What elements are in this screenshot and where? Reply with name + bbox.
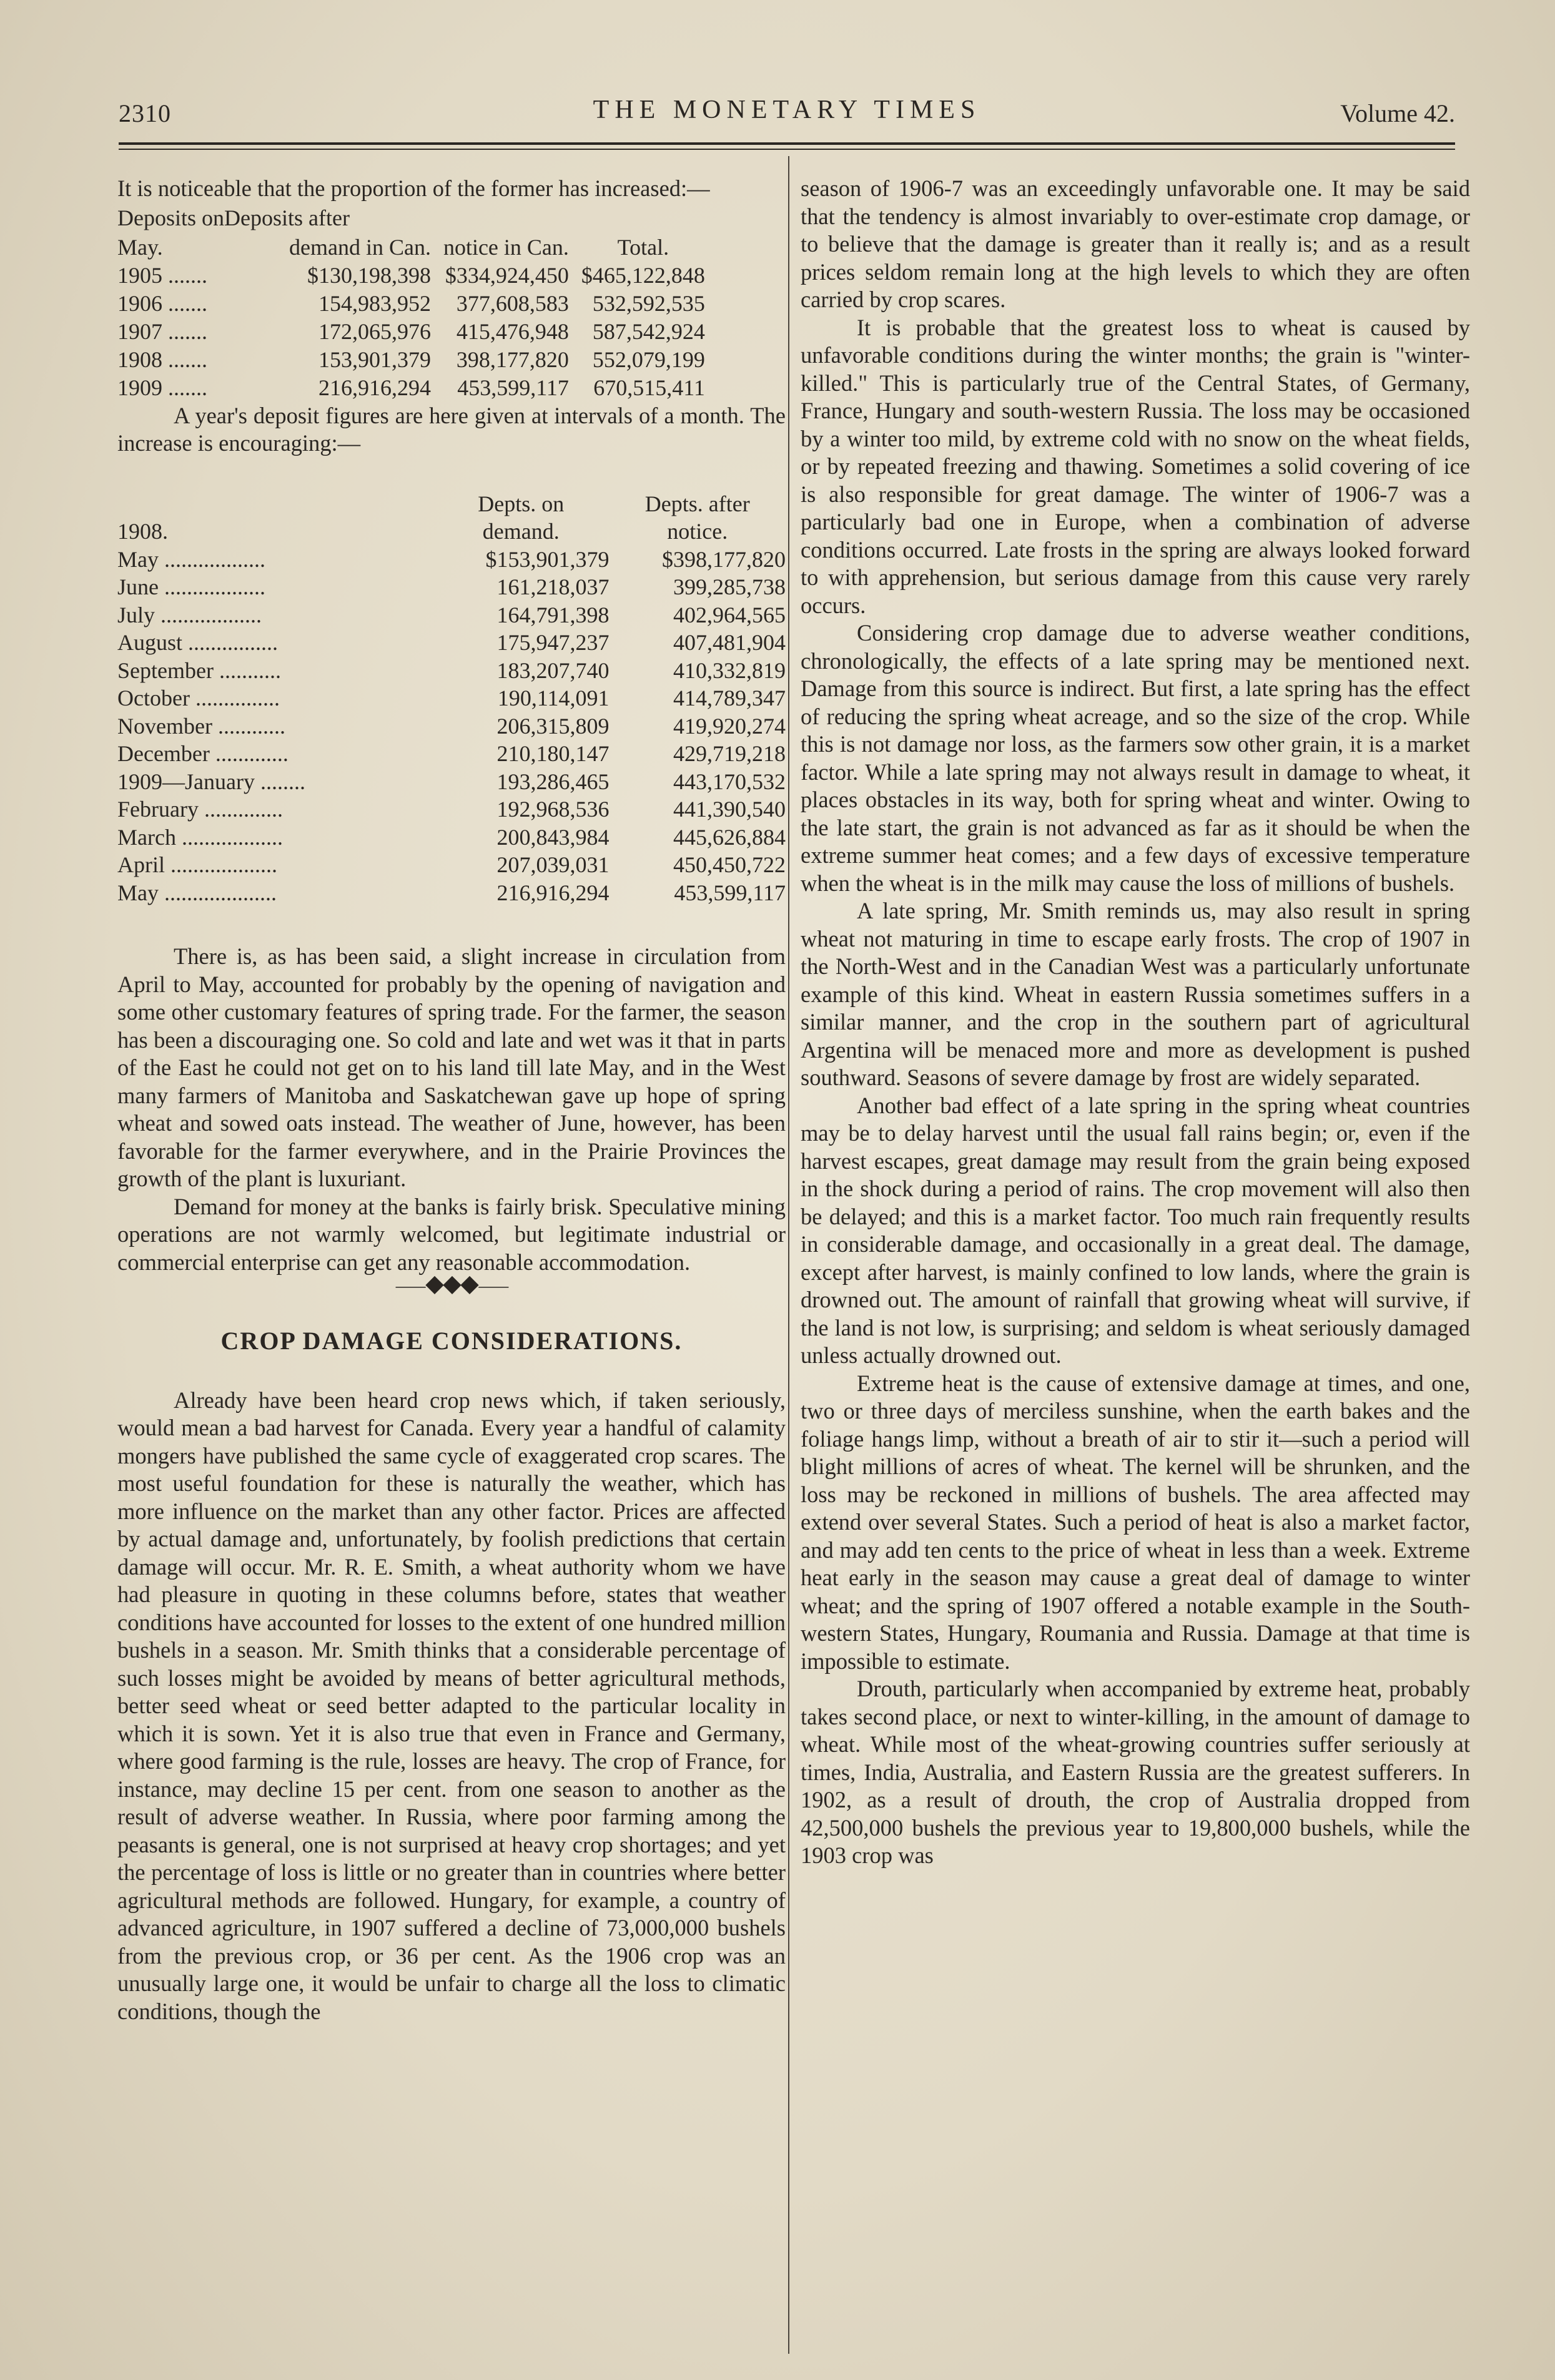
table-cell: 670,515,411 (593, 375, 705, 400)
table-cell: 153,901,379 (318, 347, 431, 372)
table-row (117, 684, 786, 712)
table-cell: 200,843,984 (496, 824, 610, 850)
table-row (117, 546, 786, 574)
paragraph: A year's deposit figures are here given at intervals of a month. The increase is encouraging:— (117, 402, 786, 456)
table-row (117, 740, 786, 768)
right-column (801, 175, 1470, 1870)
paragraph: Another bad effect of a late spring in the spring wheat countries may be to delay harvest until the usual fall rains begin; or, even if the harvest escapes, great damage may result from the grain being exposed in the shock during a period of rains. The crop movement will also then be delayed; and this is a market factor. Too much rain frequently results in considerable damage, and occasionally in a great deal. The damage, except after harvest, is mainly confined to low lands, where the grain is drowned out. The amount of rainfall that growing wheat will survive, if the land is not low, is surprising; and seldom is wheat seriously damaged unless actually drowned out. (801, 1092, 1470, 1368)
table-cell: 216,916,294 (318, 375, 431, 400)
table-cell: 398,177,820 (456, 347, 569, 372)
table-cell: February .............. (117, 797, 283, 822)
table-cell: August ................ (117, 630, 279, 655)
journal-title: THE MONETARY TIMES (593, 96, 981, 124)
table-cell: $153,901,379 (485, 546, 610, 572)
table-cell: 443,170,532 (673, 769, 786, 794)
table-cell: 552,079,199 (592, 347, 705, 372)
table-row (117, 601, 786, 629)
table-row (117, 657, 786, 685)
table-row (117, 346, 705, 374)
column-divider (788, 156, 789, 2354)
table-cell: 1906 ....... (117, 290, 207, 316)
table-cell: 190,114,091 (497, 686, 610, 711)
table-row (117, 851, 786, 879)
paragraph: A late spring, Mr. Smith reminds us, may also result in spring wheat not maturing in time to escape early frosts. The crop of 1907 in the North-West and in the Canadian West was a particularly unfortunate example of this kind. Wheat in eastern Russia sometimes suffers in a similar manner, and the crop in the southern part of agricultural Argentina will be menaced more and more as development is pushed southward. Seasons of severe damage by frost are widely separated. (801, 898, 1470, 1090)
table-cell: 175,947,237 (496, 630, 610, 655)
paragraph: Considering crop damage due to adverse weather conditions, chronologically, the effects of a late spring may be mentioned next. Damage from this source is indirect. But first, a late spring has the effect of reducing the spring wheat acreage, and so the size of the crop. While this is not damage nor loss, as the farmers sow other grain, it is a market factor. While a late spring may not always result in damage to wheat, it places obstacles in its way, both for spring wheat and winter. Owing to the late start, the grain is not advanced as far as it should be when the extreme summer heat comes; and a few days of excessive temperature when the wheat is in the milk may cause the loss of millions of bushels. (801, 620, 1470, 896)
table-row (117, 879, 786, 907)
table-cell: 429,719,218 (673, 741, 786, 766)
left-column (117, 175, 786, 2025)
table-cell: December ............. (117, 741, 289, 766)
table-cell: $130,198,398 (307, 262, 431, 288)
table-cell: 183,207,740 (496, 657, 610, 683)
table-cell: 532,592,535 (592, 290, 705, 316)
table-row (117, 573, 786, 601)
header-rule-thin (119, 149, 1455, 150)
table-cell: 419,920,274 (673, 713, 786, 739)
table-cell: 453,599,117 (457, 375, 569, 400)
table-cell: 192,968,536 (496, 797, 610, 822)
table-cell: 1909 ....... (117, 375, 207, 400)
page-number: 2310 (119, 99, 171, 127)
table-cell: 164,791,398 (496, 602, 610, 627)
table-cell: 587,542,924 (592, 318, 705, 344)
table-row (117, 262, 705, 290)
table-cell: 410,332,819 (673, 657, 786, 683)
table-row (117, 374, 705, 402)
table-cell: June .................. (117, 574, 265, 599)
paragraph: There is, as has been said, a slight increase in circulation from April to May, accounted for probably by the opening of navigation and some other customary features of spring trade. For the farmer, the season has been a discouraging one. So cold and late and wet was it that in parts of the East he could not get on to his land till late May, and in the West many farmers of Manitoba and Saskatchewan gave up hope of spring wheat and sowed oats instead. The weather of June, however, has been favorable for the farmer everywhere, and in the Prairie Provinces the growth of the plant is luxuriant. (117, 943, 786, 1191)
table-header-cell: notice. (667, 519, 728, 544)
table-header-cell: demand in Can. (289, 234, 431, 260)
table-header-cell (117, 490, 433, 518)
table-header-cell: Depts. on (478, 491, 565, 516)
table-cell: 154,983,952 (318, 290, 431, 316)
table-cell: 207,039,031 (496, 852, 610, 877)
table-header-cell: notice in Can. (443, 234, 569, 260)
table-row (117, 824, 786, 852)
table-row (117, 318, 705, 346)
table-cell: April ................... (117, 852, 277, 877)
table-cell: 210,180,147 (496, 741, 610, 766)
table-header-cell: May. (117, 234, 163, 260)
table-cell: 402,964,565 (673, 602, 786, 627)
table-cell: 399,285,738 (673, 574, 786, 599)
table-cell: 445,626,884 (673, 824, 786, 850)
table-cell: October ............... (117, 686, 280, 711)
table-row (117, 795, 786, 824)
table-cell: 193,286,465 (496, 769, 610, 794)
table-header-row (117, 204, 350, 232)
table-cell: 453,599,117 (674, 880, 786, 905)
table-cell: March .................. (117, 824, 283, 850)
table-cell: July .................. (117, 602, 262, 627)
table-row (117, 768, 786, 796)
paragraph: season of 1906-7 was an exceedingly unfavorable one. It may be said that the tendency is almost invariably to over-estimate crop damage, or to believe that the damage is greater than it really is; and as a result prices seldom remain long at the high levels to which they are often carried by crop scares. (801, 175, 1470, 312)
table-cell: 216,916,294 (496, 880, 610, 905)
table-cell: 450,450,722 (673, 852, 786, 877)
section-title: CROP DAMAGE CONSIDERATIONS. (220, 1327, 683, 1355)
table-cell: 161,218,037 (496, 574, 610, 599)
table-cell: 206,315,809 (496, 713, 610, 739)
paragraph: Already have been heard crop news which, if taken seriously, would mean a bad harvest for Canada. Every year a handful of calamity mongers have published the same cycle of exaggerated crop scares. The most useful foundation for these is naturally the weather, which has more influence on the market than any other factor. Prices are affected by actual damage and, unfortunately, by foolish predictions that certain damage will occur. Mr. R. E. Smith, a wheat authority whom we have had pleasure in quoting in these columns before, states that weather conditions have accounted for losses to the extent of one hundred million bushels in a season. Mr. Smith thinks that a considerable percentage of such losses might be avoided by means of better agricultural methods, better seed wheat or seed better adapted to the particular locality in which it is sown. Yet it is also true that even in France and Germany, where good farming is the rule, losses are heavy. The crop of France, for instance, may decline 15 per cent. from one season to another as the result of adverse weather. In Russia, where poor farming among the peasants is general, one is not surprised at heavy crop shortages; and yet the percentage of loss is little or no greater than in countries where better agricultural methods are followed. Hungary, for example, a country of advanced agriculture, in 1907 suffered a decline of 73,000,000 bushels from the previous crop, or 36 per cent. As the 1906 crop was an unusually large one, it would be unfair to charge all the loss to climatic conditions, though the (117, 1387, 786, 2024)
table-header-cell: 1908. (117, 519, 168, 544)
table-cell: $398,177,820 (662, 546, 786, 572)
table-cell: November ............ (117, 713, 285, 739)
table-header-cell: demand. (482, 519, 560, 544)
intro-paragraph: It is noticeable that the proportion of the former has increased:— (117, 175, 710, 201)
table-header-cell: Deposits on (117, 205, 224, 230)
table-cell: 414,789,347 (673, 686, 786, 711)
page-header (119, 94, 1455, 137)
table-row (117, 629, 786, 657)
table-cell: $465,122,848 (581, 262, 705, 288)
table-cell: 1908 ....... (117, 347, 207, 372)
deposits-table-yearly (117, 204, 350, 232)
table-cell: 1907 ....... (117, 318, 207, 344)
table-cell: September ........... (117, 657, 281, 683)
table-cell: 172,065,976 (318, 318, 431, 344)
table-header-cell: Deposits after (224, 205, 350, 230)
table-cell: 407,481,904 (673, 630, 786, 655)
deposits-table-monthly (117, 490, 786, 907)
paragraph: Demand for money at the banks is fairly brisk. Speculative mining operations are not warmly welcomed, but legitimate industrial or commercial enterprise can get any reasonable accommodation. (117, 1193, 786, 1275)
table-header-row (117, 234, 705, 262)
volume-label: Volume 42. (1340, 99, 1455, 127)
paragraph: Extreme heat is the cause of extensive damage at times, and one, two or three days of merciless sunshine, when the earth bakes and the foliage hangs limp, without a breath of air to stir it—such a period will blight millions of acres of wheat. The kernel will be shrunken, and the loss may be reckoned in millions of bushels. The area affected may extend over several States. Such a period of heat is also a market factor, and may add ten cents to the price of wheat in less than a week. Extreme heat early in the season may cause a great deal of damage to winter wheat; and the spring of 1907 offered a notable example in the South-western States, Hungary, Roumania and Russia. Damage at that time is impossible to estimate. (801, 1370, 1470, 1674)
table-header-cell: Depts. after (644, 491, 750, 516)
header-rule-thick (119, 142, 1455, 145)
table-cell: 441,390,540 (673, 797, 786, 822)
table-row (117, 712, 786, 740)
paragraph: It is probable that the greatest loss to wheat is caused by unfavorable conditions during the winter months; the grain is "winter-killed." This is particularly true of the Central States, of Germany, France, Hungary and south-western Russia. The loss may be occasioned by a winter too mild, by extreme cold with no snow on the wheat fields, or by repeated freezing and thawing. Sometimes a solid covering of ice is also responsible for great damage. The winter of 1906-7 was a particularly bad one in Europe, when a combination of adverse conditions occurred. Late frosts in the spring are always looked forward to with apprehension, but serious damage from this cause very rarely occurs. (801, 314, 1470, 618)
table-cell: 377,608,583 (456, 290, 569, 316)
table-cell: 415,476,948 (456, 318, 569, 344)
table-row (117, 290, 705, 318)
table-cell: 1909—January ........ (117, 769, 305, 794)
table-cell: 1905 ....... (117, 262, 207, 288)
ornament-divider: ⸺◆◆◆⸺ (395, 1276, 508, 1297)
table-header-row (117, 490, 786, 518)
table-header-cell: Total. (617, 234, 669, 260)
table-cell: May .................. (117, 546, 265, 572)
paragraph: Drouth, particularly when accompanied by extreme heat, probably takes second place, or next to winter-killing, in the amount of damage to wheat. While most of the wheat-growing countries suffer seriously at times, India, Australia, and Eastern Russia are the greatest sufferers. In 1902, as a result of drouth, the crop of Australia dropped from 42,500,000 bushels the previous year to 19,800,000 bushels, while the 1903 crop was (801, 1676, 1470, 1868)
table-header-row (117, 518, 786, 546)
table-cell: $334,924,450 (445, 262, 569, 288)
table-cell: May .................... (117, 880, 277, 905)
deposits-table-yearly-body (117, 234, 705, 402)
